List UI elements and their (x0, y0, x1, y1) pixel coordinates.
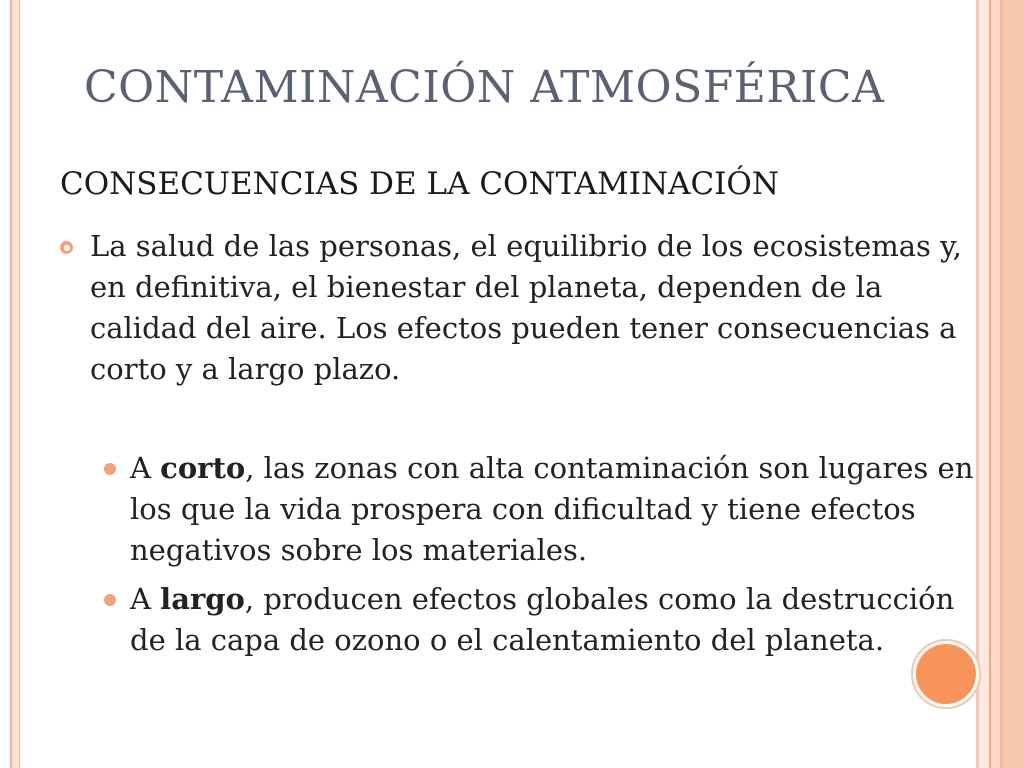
right-stripe-2 (979, 0, 989, 768)
sub-bullet-keyword: corto (160, 451, 246, 485)
sub-bullet-long-term (100, 579, 980, 661)
dot-bullet-icon (104, 594, 116, 606)
sub-bullet-prefix: A (130, 582, 161, 616)
left-border-fill (12, 0, 19, 768)
sub-bullet-text (130, 579, 980, 661)
decorative-circle (916, 644, 976, 704)
left-border-inner-line (19, 0, 20, 768)
sub-bullet-prefix: A (130, 451, 161, 485)
slide-title: CONTAMINACIÓN ATMOSFÉRICA (84, 62, 885, 113)
dot-bullet-icon (104, 463, 116, 475)
slide-subtitle: CONSECUENCIAS DE LA CONTAMINACIÓN (60, 166, 779, 202)
main-bullet-text: La salud de las personas, el equilibrio de los ecosistemas y, en definitiva, el bienestar del planeta, dependen de la calidad del aire. Los efectos pueden tener consecuencias a corto y a largo plazo. (90, 229, 962, 386)
ring-bullet-icon (60, 241, 73, 254)
sub-bullet-short-term (100, 448, 980, 571)
left-border-decoration (0, 0, 10, 768)
sub-bullet-rest: , las zonas con alta contaminación son lugares en los que la vida prospera con dificultad y tiene efectos negativos sobre los materiales. (130, 451, 974, 567)
sub-bullet-keyword: largo (160, 582, 245, 616)
sub-bullet-list (100, 448, 980, 669)
right-stripe-4 (991, 0, 1000, 768)
right-stripe-6 (1003, 0, 1024, 768)
sub-bullet-text (130, 448, 980, 571)
sub-bullet-rest: , producen efectos globales como la destrucción de la capa de ozono o el calentamiento del planeta. (130, 582, 955, 657)
main-bullet (56, 226, 976, 390)
